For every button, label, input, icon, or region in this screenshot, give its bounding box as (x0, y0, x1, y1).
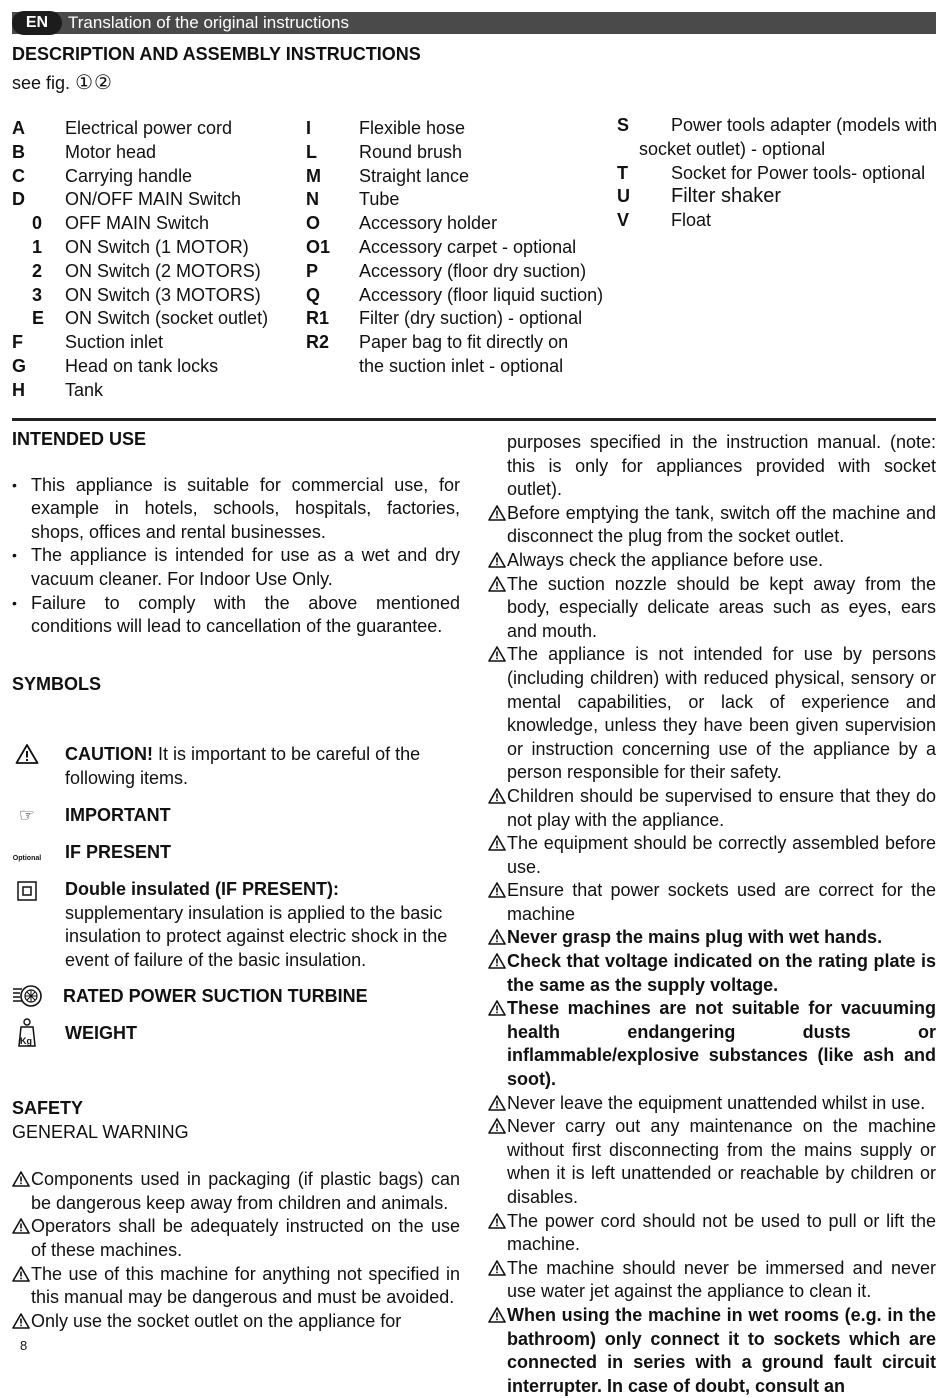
part-label: Tube (359, 189, 400, 210)
warning-item (12, 1215, 460, 1262)
part-item (12, 212, 302, 236)
part-label: Socket for Power tools- optional (671, 162, 926, 183)
parts-list-column-1 (12, 117, 302, 403)
language-badge: EN (12, 11, 62, 35)
warning-text: Operators shall be adequately instructed on the use of these machines. (31, 1216, 460, 1260)
warning-continuation: purposes specified in the instruction manual. (note: this is only for appliances provided with socket outlet). (507, 432, 936, 500)
part-item (306, 260, 616, 284)
part-label: Head on tank locks (65, 355, 219, 376)
warning-text: Never grasp the mains plug with wet hands. (507, 927, 883, 948)
part-label: OFF MAIN Switch (65, 213, 210, 234)
part-item (617, 209, 942, 233)
warning-text: The equipment should be correctly assembled before use. (507, 833, 936, 877)
part-code: 0 (32, 213, 43, 234)
warning-text: When using the machine in wet rooms (e.g. in the bathroom) only connect it to sockets which are connected in series with a ground fault circuit interrupter. In case of doubt, consult an (507, 1304, 936, 1396)
warning-text: Children should be supervised to ensure that they do not play with the appliance. (507, 785, 936, 830)
part-label: Tank (65, 379, 104, 400)
part-label: Accessory (floor dry suction) (359, 260, 587, 281)
part-code: I (306, 118, 312, 138)
part-item (12, 355, 302, 379)
part-item (12, 331, 302, 355)
part-label: Straight lance (359, 165, 470, 186)
part-item (12, 117, 302, 141)
general-warning-subheading: GENERAL WARNING (12, 1121, 189, 1142)
warning-item (488, 785, 936, 832)
part-label: the suction inlet - optional (359, 355, 564, 376)
part-code: M (306, 165, 321, 186)
part-item (306, 307, 616, 331)
double-insulated-icon (12, 880, 42, 909)
part-code: B (12, 141, 25, 162)
warning-triangle-icon (12, 743, 42, 772)
warning-triangle-icon (12, 1218, 30, 1234)
part-item (12, 141, 302, 165)
warning-triangle-icon (488, 835, 506, 851)
part-code: N (306, 189, 319, 210)
part-label: Float (671, 210, 712, 231)
part-label: Power tools adapter (models with (671, 115, 938, 135)
part-label: Motor head (65, 141, 157, 162)
part-code: O (306, 213, 321, 234)
warning-text: The appliance is not intended for use by persons (including children) with reduced physical, sensory or mental capabilities, or lack of experience and knowledge, unless they have been given supervision or instruction concerning use of the appliance by a person responsible for their safety. (507, 644, 936, 783)
list-item: • This appliance is suitable for commercial use, for example in hotels, schools, hospitals, factories, shops, offices and rental businesses. (12, 474, 460, 545)
warning-triangle-icon (12, 1313, 30, 1329)
symbol-description (65, 804, 460, 828)
warning-item (12, 1263, 460, 1310)
right-column (488, 431, 936, 1398)
part-item (306, 284, 616, 308)
warning-text: These machines are not suitable for vacuuming health endangering dusts or inflammable/explosive substances (like ash and soot). (507, 998, 936, 1090)
warning-triangle-icon (488, 1260, 506, 1276)
symbol-text: supplementary insulation is applied to the basic insulation to protect against electric shock in the event of failure of the basic insulation. (65, 902, 448, 970)
warning-triangle-icon (488, 576, 506, 592)
header-title: Translation of the original instructions (68, 13, 349, 32)
symbol-description (65, 743, 460, 790)
part-code: V (617, 210, 630, 231)
warning-triangle-icon (488, 953, 506, 969)
part-code: F (12, 332, 23, 353)
part-item (306, 236, 616, 260)
intended-use-list (12, 474, 460, 639)
see-fig-label: see fig. (12, 73, 71, 93)
intended-use-heading: INTENDED USE (12, 429, 147, 449)
part-item (306, 331, 616, 355)
symbol-description (65, 1022, 460, 1046)
suction-turbine-icon (12, 983, 42, 1016)
see-figure (12, 70, 113, 95)
part-label: Carrying handle (65, 165, 193, 186)
warning-item (488, 879, 936, 926)
part-code: C (12, 165, 25, 186)
warning-text: The machine should never be immersed and never use water jet against the appliance to clean it. (507, 1257, 936, 1302)
symbol-title: Double insulated (IF PRESENT): (65, 879, 340, 899)
part-label: ON/OFF MAIN Switch (65, 189, 242, 210)
warning-text: Check that voltage indicated on the rating plate is the same as the supply voltage. (507, 951, 936, 995)
part-code: E (32, 308, 45, 329)
part-label: ON Switch (1 MOTOR) (65, 236, 249, 257)
part-code: S (617, 115, 630, 135)
figure-references: ①② (75, 72, 113, 94)
warning-triangle-icon (488, 882, 506, 898)
part-label: Accessory (floor liquid suction) (359, 284, 604, 305)
warning-item (12, 1310, 460, 1334)
part-code: R2 (306, 332, 330, 353)
warning-text: Always check the appliance before use. (507, 549, 824, 570)
description-heading: DESCRIPTION AND ASSEMBLY INSTRUCTIONS (12, 44, 421, 64)
warning-triangle-icon (488, 788, 506, 804)
part-code: P (306, 260, 319, 281)
symbol-title: CAUTION! (65, 744, 153, 764)
symbol-text: It is important to be careful of the following items. (65, 744, 421, 788)
symbol-description (65, 878, 460, 972)
warning-triangle-icon (12, 1266, 30, 1282)
part-item (306, 212, 616, 236)
warning-triangle-icon (488, 1213, 506, 1229)
part-item (12, 165, 302, 189)
warning-item (488, 1304, 936, 1398)
symbol-title: RATED POWER SUCTION TURBINE (63, 986, 368, 1006)
warning-item (488, 549, 936, 573)
warning-text: Never carry out any maintenance on the machine without first disconnecting from the mains supply or when it is left unattended or reachable by children or disables. (507, 1116, 936, 1207)
part-code: H (12, 379, 25, 400)
weight-kg-label: Kg (20, 1036, 32, 1046)
warning-item (488, 1210, 936, 1257)
part-label: ON Switch (2 MOTORS) (65, 260, 261, 281)
part-code: D (12, 189, 25, 210)
warning-item (488, 643, 936, 785)
warning-text: Never leave the equipment unattended whilst in use. (507, 1092, 926, 1113)
part-item (12, 307, 302, 331)
warning-triangle-icon (488, 646, 506, 662)
warning-triangle-icon (488, 1000, 506, 1016)
parts-list-column-3 (617, 114, 942, 233)
warning-item (488, 502, 936, 549)
warning-triangle-icon (488, 929, 506, 945)
part-code: R1 (306, 308, 330, 329)
warning-text: Before emptying the tank, switch off the machine and disconnect the plug from the socket outlet. (507, 502, 936, 547)
warning-text: The use of this machine for anything not specified in this manual may be dangerous and must be avoided. (31, 1263, 460, 1308)
symbol-description (65, 841, 460, 865)
part-label-continuation: socket outlet) - optional (639, 138, 826, 159)
part-item (617, 185, 942, 209)
list-item: • The appliance is intended for use as a wet and dry vacuum cleaner. For Indoor Use Only. (12, 544, 460, 591)
warning-item (488, 1257, 936, 1304)
pointing-hand-icon: ☞ (18, 805, 36, 825)
symbol-title: IF PRESENT (65, 842, 172, 862)
left-column (12, 428, 460, 1331)
part-label: Filter shaker (671, 185, 782, 208)
warning-item (488, 1115, 936, 1209)
warning-triangle-icon (488, 1118, 506, 1134)
warning-item (488, 832, 936, 879)
part-item (306, 355, 616, 379)
safety-heading: SAFETY (12, 1098, 84, 1118)
warning-text: Ensure that power sockets used are correct for the machine (507, 880, 936, 924)
warning-text: The power cord should not be used to pull or lift the machine. (507, 1210, 936, 1255)
part-code: 2 (32, 260, 43, 281)
part-code: T (617, 162, 628, 183)
warning-text: Components used in packaging (if plastic bags) can be dangerous keep away from children and animals. (31, 1169, 460, 1213)
part-item (12, 379, 302, 403)
list-item: • Failure to comply with the above mentioned conditions will lead to cancellation of the guarantee. (12, 592, 460, 639)
warning-triangle-icon (488, 552, 506, 568)
warning-triangle-icon (488, 1095, 506, 1111)
page-number: 8 (20, 1338, 28, 1353)
part-label: Round brush (359, 141, 463, 162)
part-item (306, 188, 616, 212)
warning-triangle-icon (488, 1307, 506, 1323)
part-code: 1 (32, 236, 43, 257)
warning-item (12, 1168, 460, 1215)
warning-triangle-icon (488, 505, 506, 521)
part-label: ON Switch (3 MOTORS) (65, 284, 261, 305)
symbol-description (63, 985, 460, 1009)
part-item (306, 165, 616, 189)
part-item (617, 114, 942, 162)
warning-item (488, 997, 936, 1091)
parts-list-column-2 (306, 117, 616, 379)
part-code: U (617, 186, 630, 207)
part-code: Q (306, 284, 321, 305)
part-label: Filter (dry suction) - optional (359, 308, 583, 329)
part-label: Electrical power cord (65, 118, 233, 138)
warning-item (488, 926, 936, 950)
part-code: A (12, 118, 25, 138)
part-label: ON Switch (socket outlet) (65, 308, 269, 329)
part-item (12, 260, 302, 284)
part-item (12, 284, 302, 308)
symbols-heading: SYMBOLS (12, 674, 102, 694)
part-item (306, 141, 616, 165)
part-item (306, 117, 616, 141)
part-item (617, 162, 942, 186)
safety-section (12, 1097, 460, 1333)
part-code: G (12, 355, 27, 376)
part-code: 3 (32, 284, 43, 305)
optional-label-icon: Optional (12, 855, 42, 862)
part-label: Paper bag to fit directly on (359, 332, 569, 353)
part-code: O1 (306, 236, 331, 257)
warning-item (488, 1092, 936, 1116)
section-divider (12, 418, 936, 421)
symbol-title: WEIGHT (65, 1023, 137, 1043)
warning-text: The suction nozzle should be kept away from the body, especially delicate areas such as eyes, ears and mouth. (507, 573, 936, 641)
part-item (12, 236, 302, 260)
part-label: Suction inlet (65, 332, 164, 353)
warning-item (488, 950, 936, 997)
part-label: Flexible hose (359, 118, 466, 138)
part-item (12, 188, 302, 212)
warning-triangle-icon (12, 1171, 30, 1187)
part-code: L (306, 141, 317, 162)
header-bar (12, 12, 936, 34)
weight-kg-icon (12, 1018, 42, 1055)
part-label: Accessory holder (359, 213, 498, 234)
symbol-title: IMPORTANT (65, 805, 171, 825)
warning-item (488, 573, 936, 644)
part-label: Accessory carpet - optional (359, 236, 577, 257)
warning-text: Only use the socket outlet on the appliance for (31, 1310, 402, 1331)
